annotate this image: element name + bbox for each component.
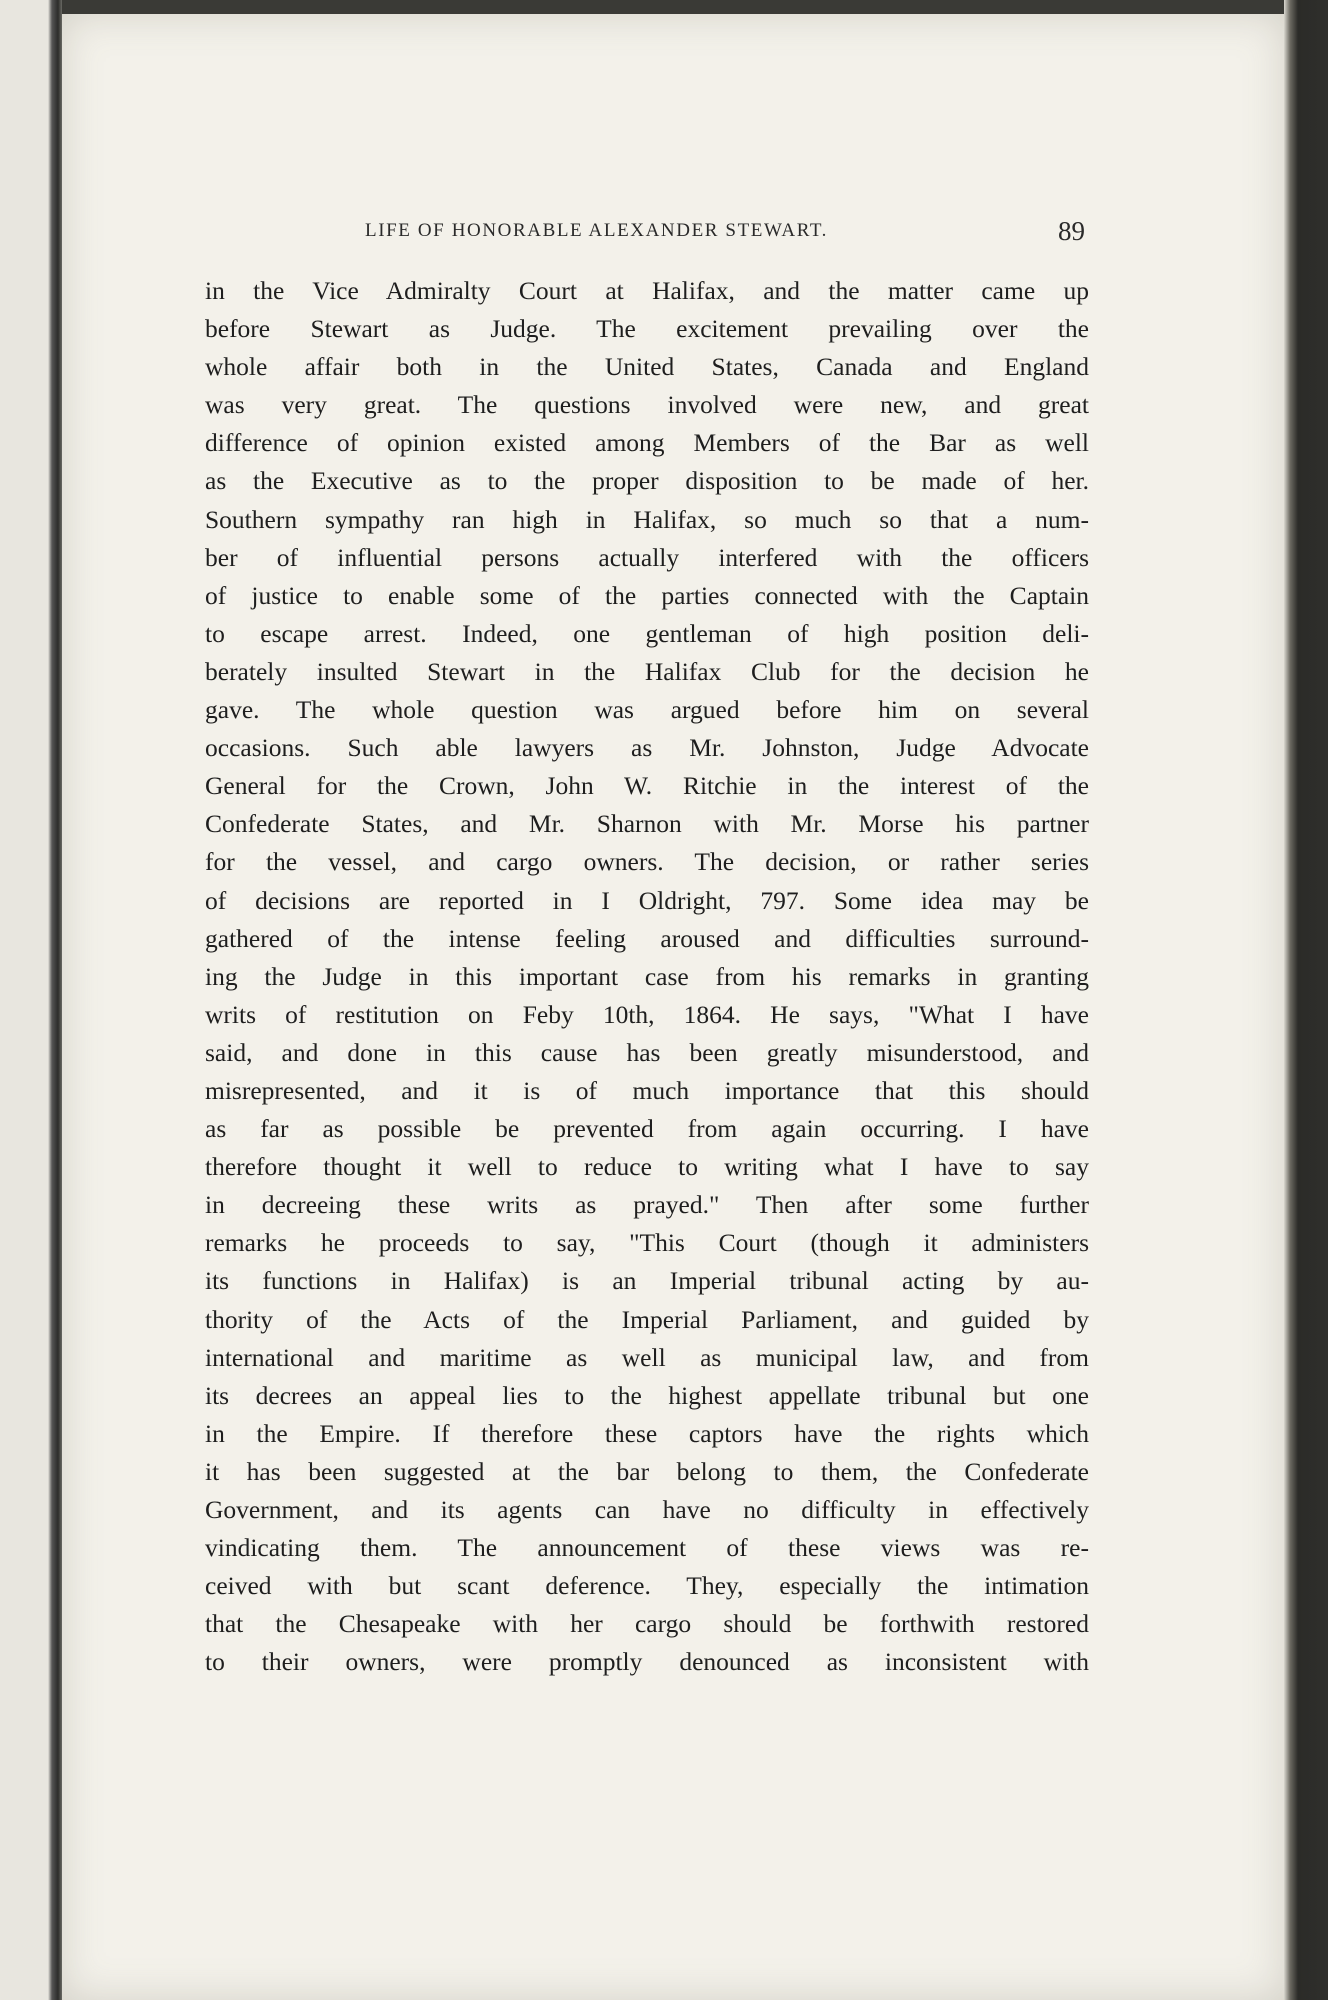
text-line: of justice to enable some of the parties connected with the Captain: [205, 580, 1089, 610]
text-line: in the Empire. If therefore these captors have the rights which: [205, 1418, 1089, 1448]
text-line: to escape arrest. Indeed, one gentleman of high position deli-: [205, 618, 1089, 648]
text-line: its decrees an appeal lies to the highest appellate tribunal but one: [205, 1380, 1089, 1410]
text-line: as far as possible be prevented from again occurring. I have: [205, 1114, 1089, 1144]
text-line: international and maritime as well as municipal law, and from: [205, 1342, 1089, 1372]
text-line: therefore thought it well to reduce to writing what I have to say: [205, 1152, 1089, 1182]
text-line: gave. The whole question was argued before him on several: [205, 695, 1089, 725]
page-number: 89: [1058, 216, 1085, 246]
text-line: was very great. The questions involved were new, and great: [205, 390, 1089, 420]
text-line: General for the Crown, John W. Ritchie in the interest of the: [205, 771, 1089, 801]
text-line: whole affair both in the United States, Canada and England: [205, 352, 1089, 382]
running-header: [205, 216, 1085, 246]
text-line: gathered of the intense feeling aroused and difficulties surround-: [205, 923, 1089, 953]
text-line: thority of the Acts of the Imperial Parliament, and guided by: [205, 1304, 1089, 1334]
text-line: occasions. Such able lawyers as Mr. Johnston, Judge Advocate: [205, 733, 1089, 763]
scan-right-edge: [1284, 0, 1328, 2000]
text-line: ing the Judge in this important case from his remarks in granting: [205, 961, 1089, 991]
scan-left-binding: [0, 0, 62, 2000]
text-line: in the Vice Admiralty Court at Halifax, and the matter came up: [205, 276, 1089, 305]
text-line: of decisions are reported in I Oldright, 797. Some idea may be: [205, 885, 1089, 915]
text-line: writs of restitution on Feby 10th, 1864. He says, "What I have: [205, 999, 1089, 1029]
text-line: said, and done in this cause has been greatly misunderstood, and: [205, 1037, 1089, 1067]
text-line: Confederate States, and Mr. Sharnon with Mr. Morse his partner: [205, 809, 1089, 839]
text-line: its functions in Halifax) is an Imperial tribunal acting by au-: [205, 1266, 1089, 1296]
text-line: for the vessel, and cargo owners. The decision, or rather series: [205, 847, 1089, 877]
text-line: ber of influential persons actually interfered with the officers: [205, 542, 1089, 572]
running-title: LIFE OF HONORABLE ALEXANDER STEWART.: [365, 220, 829, 241]
text-line: difference of opinion existed among Members of the Bar as well: [205, 428, 1089, 458]
text-line: it has been suggested at the bar belong to them, the Confederate: [205, 1456, 1089, 1486]
text-line: in decreeing these writs as prayed." Then after some further: [205, 1190, 1089, 1220]
text-line: ceived with but scant deference. They, especially the intimation: [205, 1571, 1089, 1601]
text-line: Southern sympathy ran high in Halifax, so much so that a num-: [205, 504, 1089, 534]
text-line: to their owners, were promptly denounced as inconsistent with: [205, 1647, 1089, 1677]
text-line: vindicating them. The announcement of these views was re-: [205, 1533, 1089, 1563]
scan-top-border: [0, 0, 1328, 14]
text-line: Government, and its agents can have no difficulty in effectively: [205, 1495, 1089, 1524]
text-line: berately insulted Stewart in the Halifax Club for the decision he: [205, 656, 1089, 686]
text-line: before Stewart as Judge. The excitement prevailing over the: [205, 314, 1089, 344]
body-text: [205, 272, 1089, 1681]
text-line: that the Chesapeake with her cargo should be forthwith restored: [205, 1609, 1089, 1639]
text-line: as the Executive as to the proper disposition to be made of her.: [205, 466, 1089, 496]
text-line: remarks he proceeds to say, "This Court (though it administers: [205, 1228, 1089, 1258]
text-line: misrepresented, and it is of much importance that this should: [205, 1075, 1089, 1105]
